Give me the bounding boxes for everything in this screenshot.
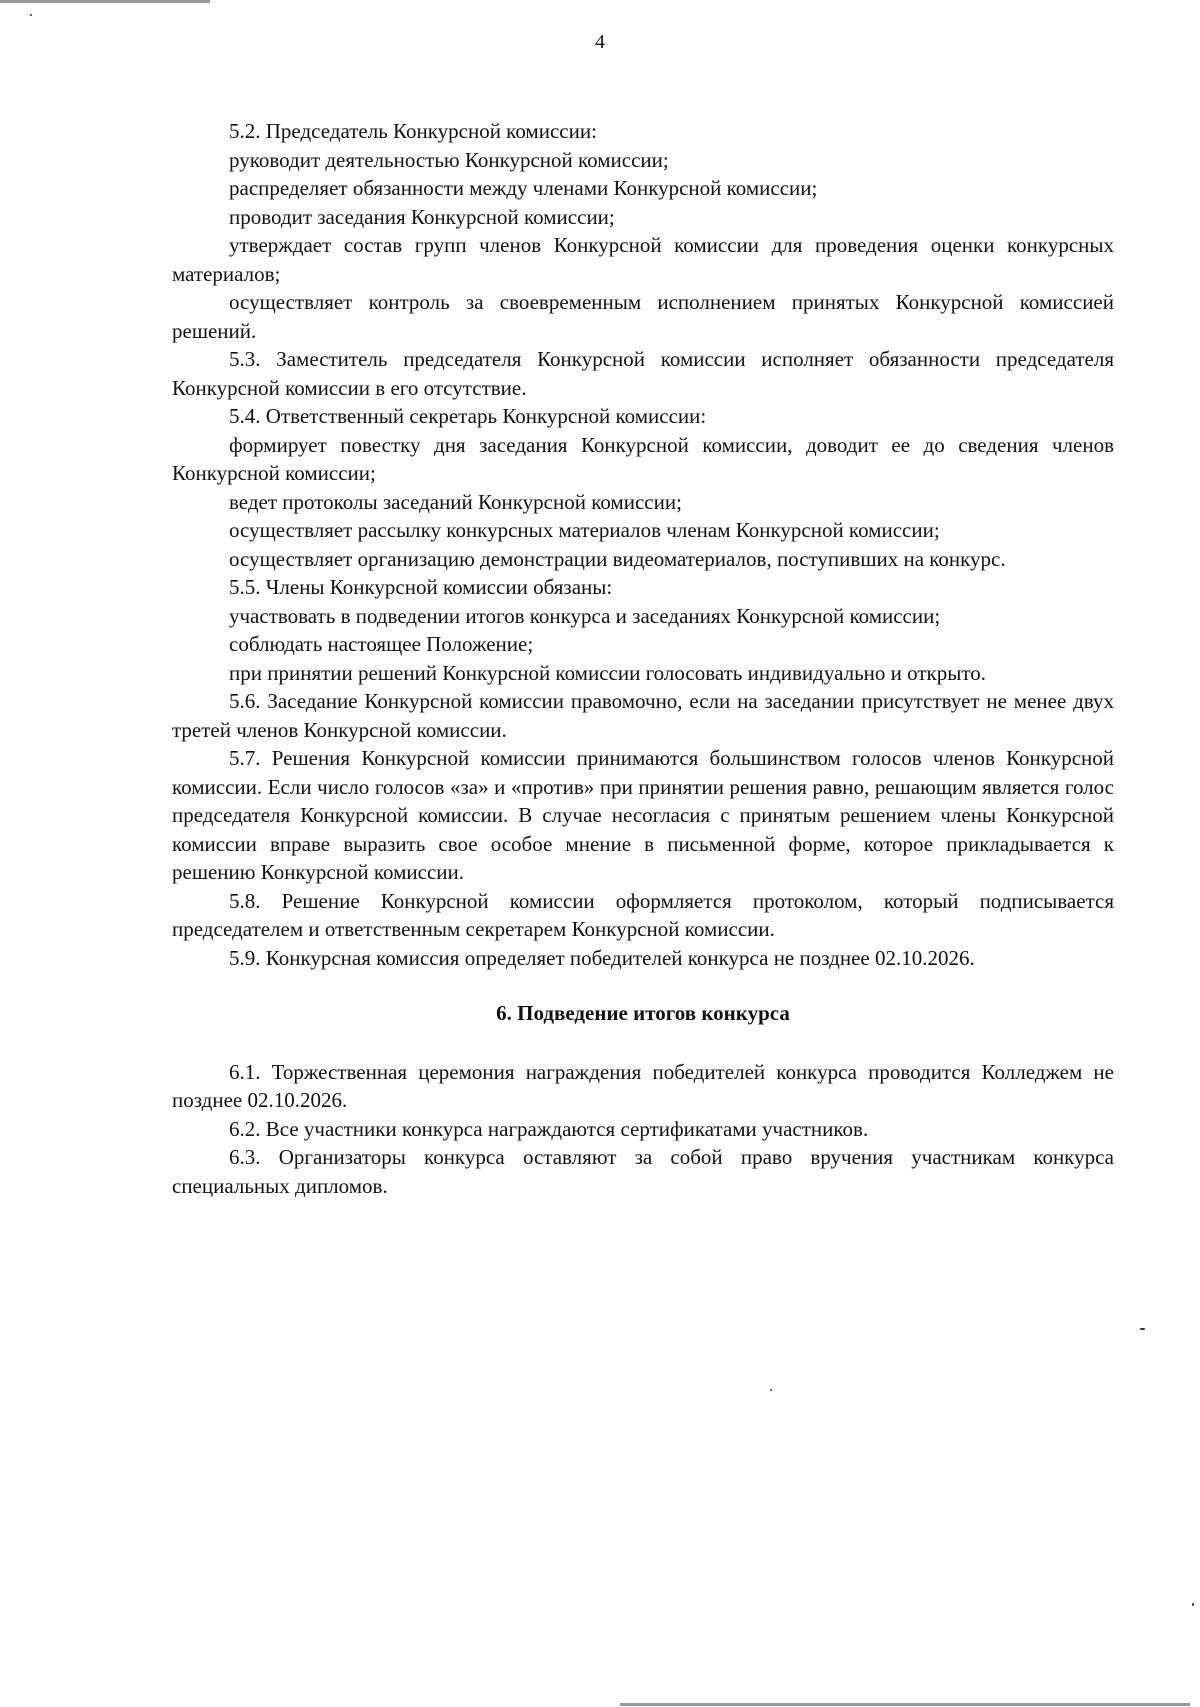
paragraph-list-item: проводит заседания Конкурсной комиссии; [229, 204, 615, 229]
page-number: 4 [595, 31, 605, 53]
document-body [172, 117, 1114, 1200]
paragraph-5-7: 5.7. Решения Конкурсной комиссии принимаются большинством голосов членов Конкурсной комиссии. Если число голосов «за» и «против» при принятии решения равно, решающим является голос председателя Конкурсной комиссии. В случае несогласия с принятым решением члены Конкурсной комиссии вправе выразить свое особое мнение в письменной форме, которое прикладывается к решению Конкурсной комиссии. [172, 746, 1114, 884]
paragraph-6-1: 6.1. Торжественная церемония награждения победителей конкурса проводится Колледжем не позднее 02.10.2026. [172, 1059, 1114, 1112]
paragraph-list-item: участвовать в подведении итогов конкурса и заседаниях Конкурсной комиссии; [229, 603, 941, 628]
scan-artifact-dot [1140, 1328, 1145, 1330]
paragraph-5-3: 5.3. Заместитель председателя Конкурсной комиссии исполняет обязанности председателя Конкурсной комиссии в его отсутствие. [172, 347, 1114, 400]
paragraph-list-item: распределяет обязанности между членами Конкурсной комиссии; [229, 176, 818, 200]
paragraph-list-item: осуществляет контроль за своевременным исполнением принятых Конкурсной комиссией решений. [172, 290, 1114, 343]
paragraph-list-item: соблюдать настоящее Положение; [229, 632, 534, 656]
scan-artifact-dot [1192, 1603, 1194, 1606]
paragraph-6-3: 6.3. Организаторы конкурса оставляют за собой право вручения участникам конкурса специальных дипломов. [172, 1145, 1114, 1198]
paragraph-5-2: 5.2. Председатель Конкурсной комиссии: [229, 119, 597, 143]
paragraph-list-item: при принятии решений Конкурсной комиссии голосовать индивидуально и открыто. [229, 660, 986, 685]
paragraph-6-2: 6.2. Все участники конкурса награждаются сертификатами участников. [229, 1116, 869, 1141]
scan-artifact-dot [30, 14, 32, 16]
scan-artifact-dot [770, 1389, 772, 1391]
paragraph-list-item: осуществляет организацию демонстрации видеоматериалов, поступивших на конкурс. [229, 546, 1006, 571]
scan-artifact-top [0, 0, 210, 3]
scan-artifact-bottom [620, 1703, 1190, 1706]
paragraph-list-item: утверждает состав групп членов Конкурсной комиссии для проведения оценки конкурсных материалов; [172, 233, 1114, 286]
paragraph-list-item: руководит деятельностью Конкурсной комиссии; [229, 147, 669, 172]
paragraph-list-item: осуществляет рассылку конкурсных материалов членам Конкурсной комиссии; [229, 518, 940, 542]
section-6-heading: 6. Подведение итогов конкурса [496, 1001, 790, 1025]
paragraph-5-6: 5.6. Заседание Конкурсной комиссии правомочно, если на заседании присутствует не менее двух третей членов Конкурсной комиссии. [172, 689, 1114, 742]
paragraph-5-9: 5.9. Конкурсная комиссия определяет победителей конкурса не позднее 02.10.2026. [229, 945, 975, 970]
paragraph-5-5: 5.5. Члены Конкурсной комиссии обязаны: [229, 575, 613, 599]
paragraph-list-item: ведет протоколы заседаний Конкурсной комиссии; [229, 489, 682, 514]
paragraph-5-8: 5.8. Решение Конкурсной комиссии оформляется протоколом, который подписывается председателем и ответственным секретарем Конкурсной комиссии. [172, 888, 1114, 941]
paragraph-5-4: 5.4. Ответственный секретарь Конкурсной комиссии: [229, 404, 707, 428]
paragraph-list-item: формирует повестку дня заседания Конкурсной комиссии, доводит ее до сведения членов Конкурсной комиссии; [172, 432, 1114, 485]
